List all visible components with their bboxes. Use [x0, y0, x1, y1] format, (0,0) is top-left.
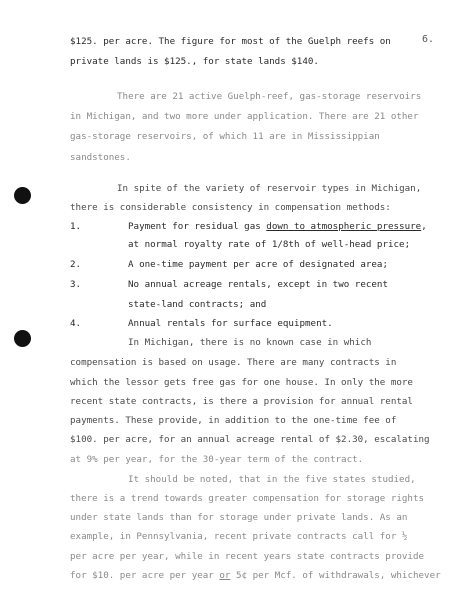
- list-text-part: ,: [421, 221, 427, 232]
- text-line: which the lessor gets free gas for one house. In only the more: [70, 377, 413, 388]
- text-line: There are 21 active Guelph-reef, gas-storage reservoirs: [117, 91, 422, 102]
- list-item-text: at normal royalty rate of 1/8th of well-head price;: [128, 239, 411, 250]
- text-line: recent state contracts, is there a provision for annual rental: [70, 396, 413, 407]
- list-item-text: state-land contracts; and: [128, 299, 267, 310]
- text-line: per acre per year, while in recent years state contracts provide: [70, 551, 425, 562]
- list-text-part: Payment for residual gas: [128, 221, 267, 232]
- list-number: 4.: [70, 318, 82, 329]
- text-line: compensation is based on usage. There are many contracts in: [70, 357, 397, 368]
- text-line: there is considerable consistency in compensation methods:: [70, 202, 391, 213]
- text-line: sandstones.: [70, 152, 131, 163]
- text-line: $125. per acre. The figure for most of the Guelph reefs on: [70, 36, 391, 47]
- text-line: under state lands than for storage under private lands. As an: [70, 512, 408, 523]
- page-number: 6.: [421, 34, 434, 45]
- punch-hole: [14, 187, 31, 204]
- list-number: 3.: [70, 279, 82, 290]
- list-item-text: No annual acreage rentals, except in two recent: [128, 279, 388, 290]
- text-part: 5¢ per Mcf. of withdrawals, whichever: [230, 570, 441, 581]
- text-line: private lands is $125., for state lands $140.: [70, 56, 319, 67]
- list-item-text: [128, 221, 427, 232]
- text-line: It should be noted, that in the five states studied,: [128, 474, 416, 485]
- text-line: [70, 531, 407, 542]
- text-line: at 9% per year, for the 30-year term of the contract.: [70, 454, 364, 465]
- list-item-text: A one-time payment per acre of designated area;: [128, 259, 388, 270]
- underlined-phrase: down to atmospheric pressure: [266, 221, 422, 232]
- list-number: 2.: [70, 259, 82, 270]
- fraction: ½: [401, 531, 408, 542]
- text-line: gas-storage reservoirs, of which 11 are in Mississippian: [70, 131, 380, 142]
- text-line: $100. per acre, for an annual acreage rental of $2.30, escalating: [70, 434, 430, 445]
- underlined-word: or: [219, 570, 231, 581]
- text-line: there is a trend towards greater compensation for storage rights: [70, 493, 425, 504]
- text-part: example, in Pennsylvania, recent private contracts call for: [70, 531, 397, 542]
- punch-hole: [14, 330, 31, 347]
- text-line: [70, 570, 441, 581]
- list-number: 1.: [70, 221, 82, 232]
- text-line: In spite of the variety of reservoir types in Michigan,: [117, 183, 422, 194]
- text-line: payments. These provide, in addition to the one-time fee of: [70, 415, 397, 426]
- text-part: for $10. per acre per year: [70, 570, 220, 581]
- text-line: in Michigan, and two more under application. There are 21 other: [70, 111, 419, 122]
- text-line: In Michigan, there is no known case in which: [128, 337, 372, 348]
- list-item-text: Annual rentals for surface equipment.: [128, 318, 333, 329]
